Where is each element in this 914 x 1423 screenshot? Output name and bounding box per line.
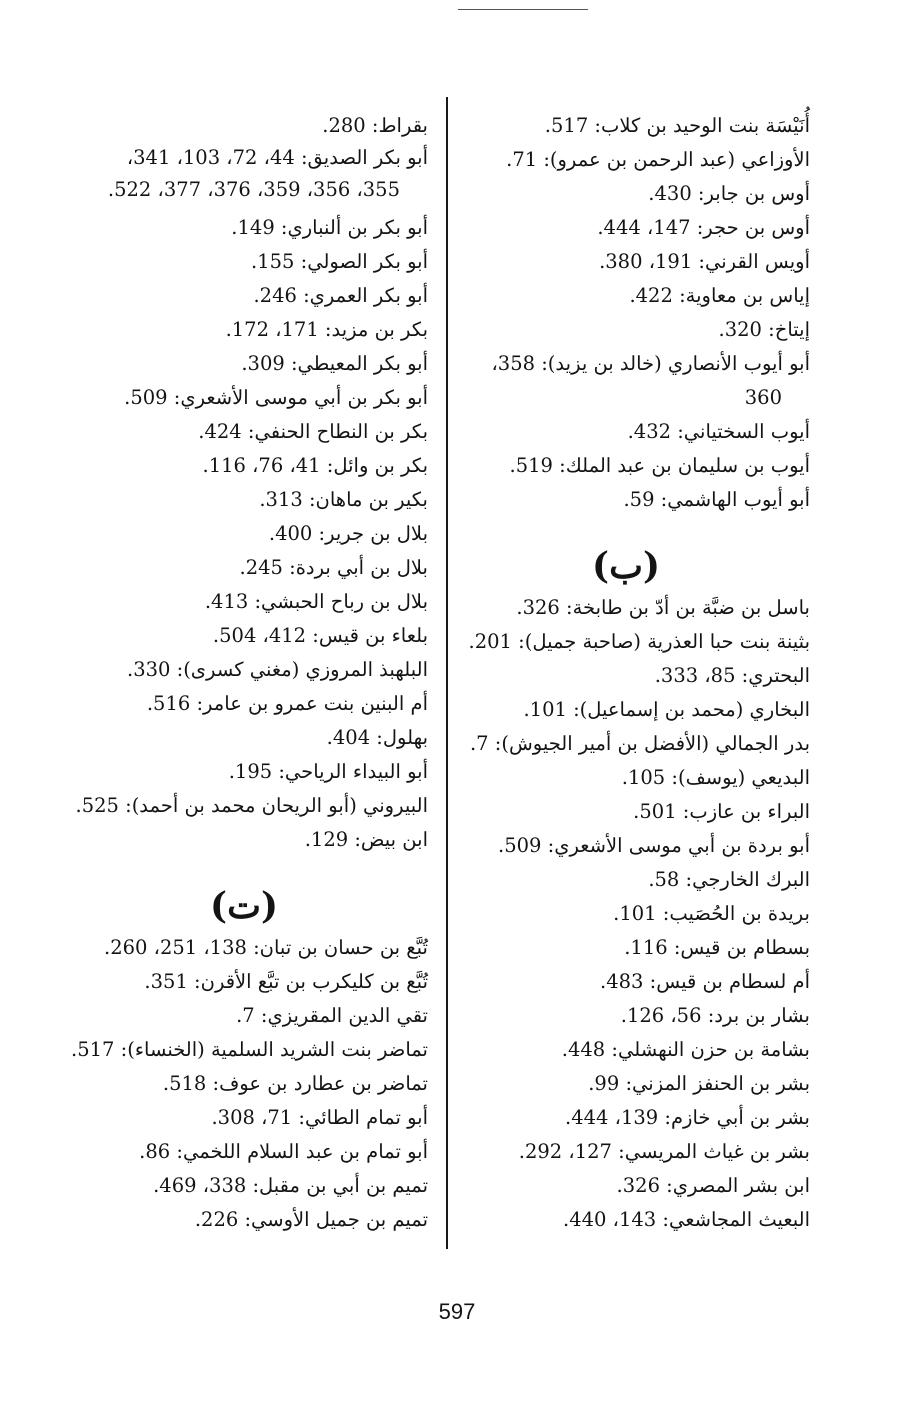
index-entry: بسطام بن قيس: 116. [624, 936, 810, 959]
index-entry: تميم بن جميل الأوسي: 226. [194, 1208, 428, 1231]
index-entry: إيتاخ: 320. [718, 318, 810, 341]
index-entry: أم لسطام بن قيس: 483. [600, 970, 810, 993]
index-entry: البخاري (محمد بن إسماعيل): 101. [523, 698, 810, 721]
index-entry: البحتري: 85، 333. [654, 664, 810, 687]
index-entry: بكر بن النطاح الحنفي: 424. [198, 420, 428, 443]
index-entry: أوس بن جابر: 430. [648, 182, 810, 205]
index-entry: بشار بن برد: 56، 126. [620, 1004, 810, 1027]
index-entry: تُبَّع بن حسان بن تبان: 138، 251، 260. [104, 936, 428, 959]
index-entry: بشامة بن حزن النهشلي: 448. [561, 1038, 810, 1061]
index-entry: بلعاء بن قيس: 412، 504. [212, 624, 428, 647]
index-entry: بريدة بن الحُصَيب: 101. [613, 902, 810, 925]
index-entry: تميم بن أبي بن مقبل: 338، 469. [153, 1174, 428, 1197]
index-entry: أيوب السختياني: 432. [627, 420, 810, 443]
index-entry: أبو أيوب الهاشمي: 59. [623, 488, 810, 511]
index-entry: أبو بكر الصديق: 44، 72، 103، 341، [126, 146, 428, 169]
index-entry: أبو بكر بن ألنباري: 149. [231, 216, 428, 239]
index-entry: بثينة بنت حبا العذرية (صاحبة جميل): 201. [468, 630, 810, 653]
index-entry: أبو بردة بن أبي موسى الأشعري: 509. [498, 834, 810, 857]
index-entry: أبو أيوب الأنصاري (خالد بن يزيد): 358، [491, 352, 810, 375]
index-entry: أبو بكر الصولي: 155. [250, 250, 428, 273]
index-entry: تماضر بنت الشريد السلمية (الخنساء): 517. [71, 1038, 428, 1061]
index-entry: بلال بن أبي بردة: 245. [239, 556, 428, 579]
index-entry: البديعي (يوسف): 105. [621, 766, 810, 789]
index-entry: البرك الخارجي: 58. [648, 868, 810, 891]
column-divider [446, 97, 448, 1249]
index-entry: تُبَّع بن كليكرب بن تبَّع الأقرن: 351. [144, 970, 428, 993]
index-entry: البعيث المجاشعي: 143، 440. [563, 1208, 810, 1231]
index-entry: أوس بن حجر: 147، 444. [597, 216, 810, 239]
index-entry-continuation: 360 [744, 386, 782, 409]
index-entry: أبو بكر المعيطي: 309. [241, 352, 428, 375]
index-entry: أبو بكر بن أبي موسى الأشعري: 509. [124, 386, 428, 409]
index-entry: إياس بن معاوية: 422. [629, 284, 810, 307]
index-entry: بلال بن رباح الحبشي: 413. [204, 590, 428, 613]
index-entry: بدر الجمالي (الأفضل بن أمير الجيوش): 7. [469, 732, 810, 755]
index-entry: تقي الدين المقريزي: 7. [236, 1004, 428, 1027]
index-entry: أم البنين بنت عمرو بن عامر: 516. [146, 692, 428, 715]
index-entry: بكير بن ماهان: 313. [259, 488, 428, 511]
index-entry: البيروني (أبو الريحان محمد بن أحمد): 525. [75, 794, 428, 817]
page-number: 597 [438, 1299, 476, 1324]
index-entry: أُنَيْسَة بنت الوحيد بن كلاب: 517. [544, 114, 810, 137]
index-entry: بشر بن غياث المريسي: 127، 292. [518, 1140, 810, 1163]
index-entry: ابن بشر المصري: 326. [616, 1174, 810, 1197]
section-heading-ta: (ت) [210, 885, 278, 927]
index-entry: أبو بكر العمري: 246. [253, 284, 428, 307]
section-heading-ba: (ب) [592, 545, 660, 587]
index-entry: أبو تمام بن عبد السلام اللخمي: 86. [139, 1140, 428, 1163]
index-entry: بشر بن أبي خازم: 139، 444. [565, 1106, 810, 1129]
index-entry: أبو البيداء الرياحي: 195. [228, 760, 428, 783]
top-rule [458, 9, 588, 10]
index-entry: بهلول: 404. [326, 726, 428, 749]
index-entry: بكر بن وائل: 41، 76، 116. [202, 454, 428, 477]
index-entry: بكر بن مزيد: 171، 172. [225, 318, 428, 341]
index-entry: بلال بن جرير: 400. [268, 522, 428, 545]
index-entry: أبو تمام الطائي: 71، 308. [211, 1106, 428, 1129]
index-entry: الأوزاعي (عبد الرحمن بن عمرو): 71. [506, 148, 810, 171]
index-entry: ابن بيض: 129. [304, 828, 428, 851]
index-entry: أويس القرني: 191، 380. [599, 250, 810, 273]
index-entry: أيوب بن سليمان بن عبد الملك: 519. [509, 454, 810, 477]
index-entry: البلهبذ المروزي (مغني كسرى): 330. [126, 658, 428, 681]
index-entry-continuation: 355، 356، 359، 376، 377، 522. [107, 178, 400, 201]
index-entry: البراء بن عازب: 501. [633, 800, 810, 823]
index-entry: بشر بن الحنفز المزني: 99. [588, 1072, 810, 1095]
index-entry: تماضر بن عطارد بن عوف: 518. [162, 1072, 428, 1095]
index-entry: باسل بن ضبَّة بن أدّ بن طابخة: 326. [516, 596, 810, 619]
index-entry: بقراط: 280. [322, 114, 428, 137]
